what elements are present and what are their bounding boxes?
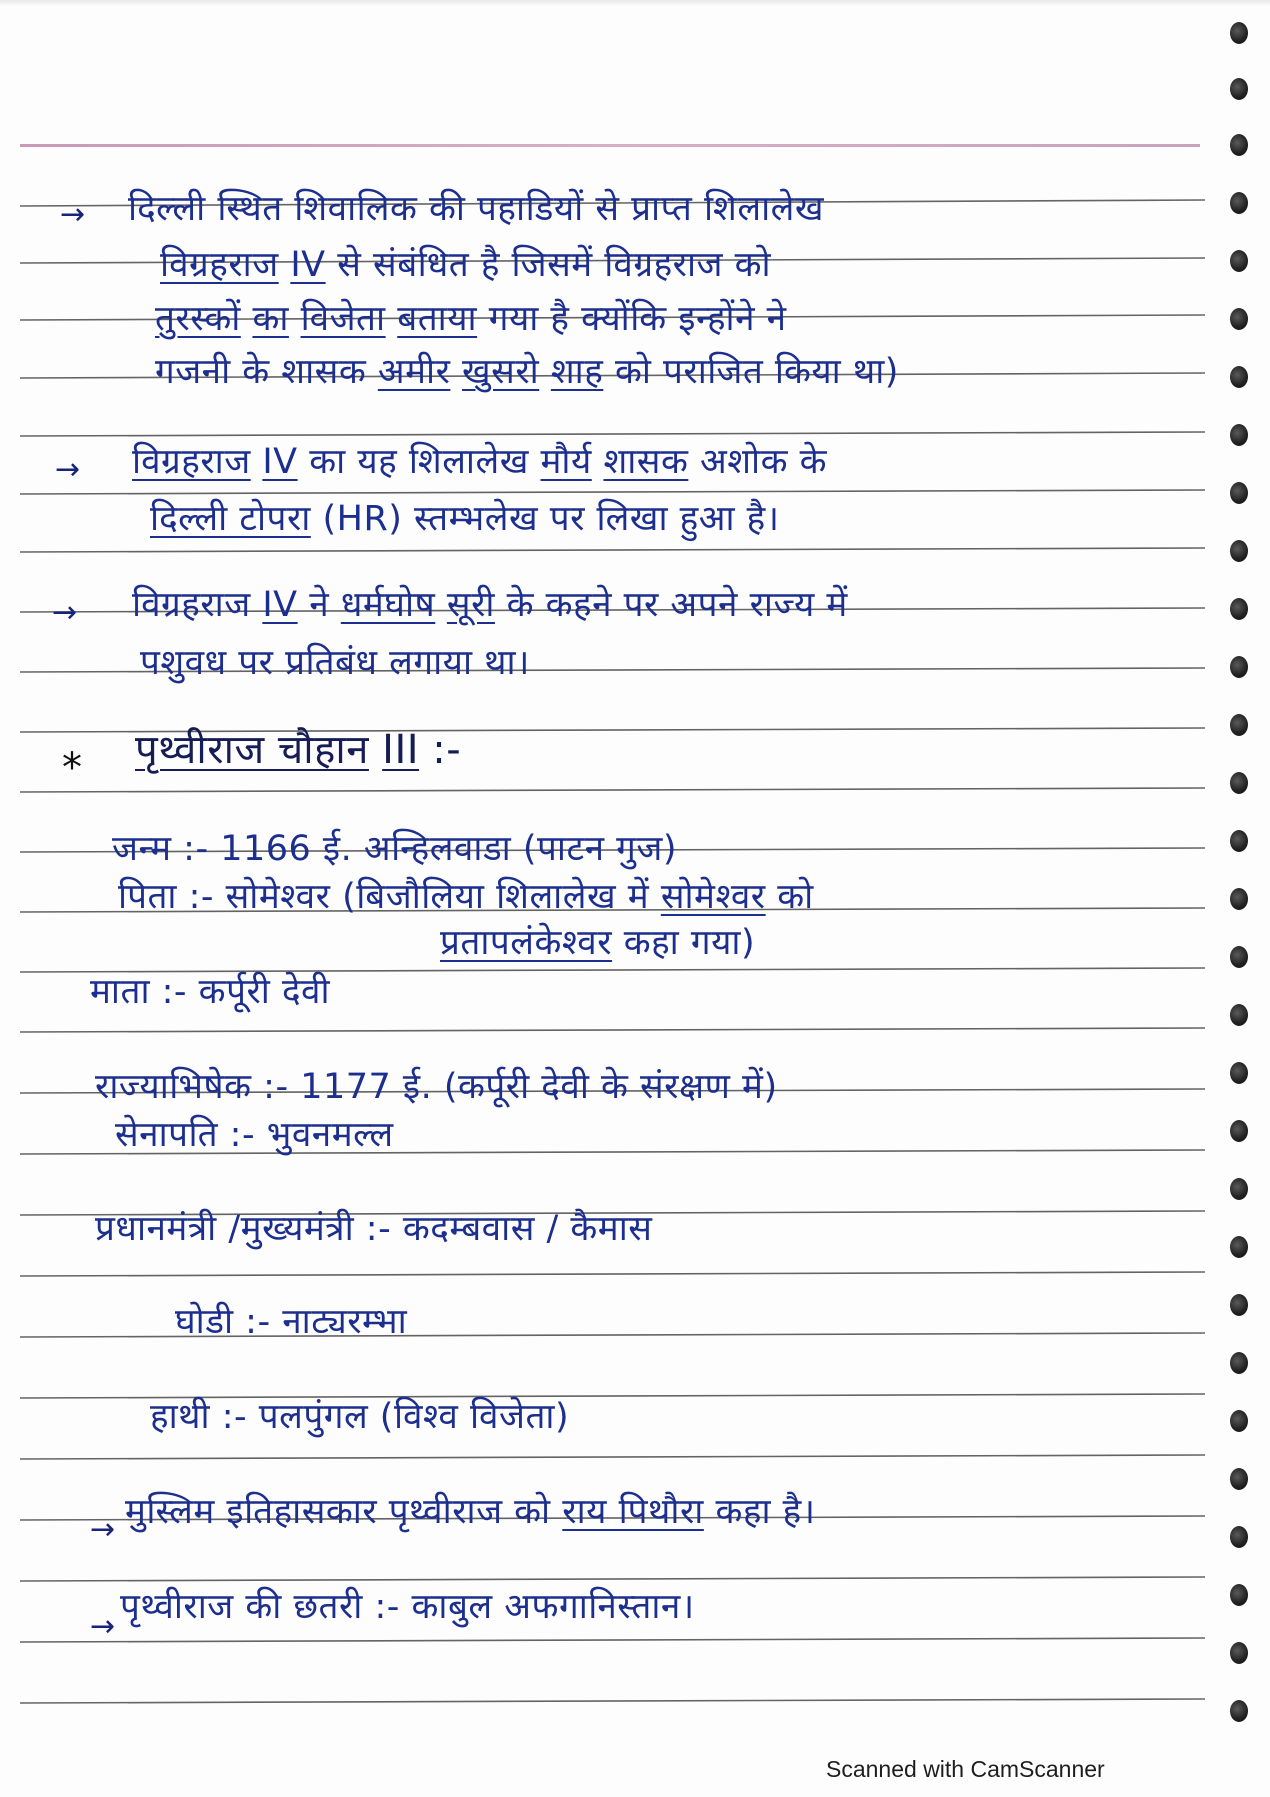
note-text-underlined: विजेता [300, 299, 386, 339]
note-text-underlined: शासक [603, 442, 689, 482]
binding-hole [1230, 656, 1248, 678]
spiral-binding [1220, 0, 1270, 1797]
binding-hole [1230, 424, 1248, 446]
binding-hole [1230, 1700, 1248, 1722]
binding-hole [1230, 540, 1248, 562]
bullet-arrow-icon: → [90, 1512, 116, 1547]
binding-hole [1230, 1062, 1248, 1084]
binding-hole [1230, 598, 1248, 620]
detail-line-mata [90, 972, 331, 1012]
section-heading [135, 727, 462, 773]
note-text: प्रधानमंत्री /मुख्यमंत्री :- कदम्बवास / कैमास [95, 1209, 653, 1249]
roman-numeral: IV [290, 245, 326, 285]
note-text: पृथ्वीराज की छतरी :- काबुल अफगानिस्तान। [120, 1587, 695, 1627]
note-line [155, 299, 787, 339]
note-text-underlined: विग्रहराज [132, 442, 251, 482]
note-text-underlined: धर्मघोष [340, 585, 436, 625]
detail-line-ghodi [175, 1302, 408, 1342]
binding-hole [1230, 1236, 1248, 1258]
binding-hole [1230, 1294, 1248, 1316]
note-text: कहा गया) [623, 923, 756, 963]
note-line [140, 643, 530, 683]
binding-hole [1230, 308, 1248, 330]
binding-hole [1230, 830, 1248, 852]
note-line [128, 189, 824, 229]
binding-hole [1230, 78, 1248, 100]
note-line [155, 352, 899, 392]
binding-hole [1230, 1468, 1248, 1490]
binding-hole [1230, 366, 1248, 388]
note-text: गजनी के शासक [155, 352, 367, 392]
note-text-underlined: मौर्य [540, 442, 592, 482]
binding-hole [1230, 250, 1248, 272]
note-text: विग्रहराज [132, 585, 251, 625]
detail-line-hathi [150, 1397, 570, 1437]
binding-hole [1230, 134, 1248, 156]
heading-numeral: III [382, 727, 420, 773]
note-text: दिल्ली स्थित शिवालिक की पहाडियों से प्राप्त शिलालेख [128, 189, 824, 229]
note-text-underlined: सोमेश्वर [660, 877, 766, 917]
note-text: पशुवध पर प्रतिबंध लगाया था। [140, 643, 530, 683]
note-line [132, 585, 848, 625]
binding-hole [1230, 1120, 1248, 1142]
note-text: माता :- कर्पूरी देवी [90, 972, 331, 1012]
note-text: जन्म :- 1166 ई. अन्हिलवाडा (पाटन गुज) [112, 829, 677, 869]
note-line [150, 499, 780, 539]
heading-star: * [62, 745, 83, 791]
binding-hole [1230, 192, 1248, 214]
detail-line-janm [112, 829, 677, 869]
detail-line-pita-cont [440, 923, 756, 963]
roman-numeral: IV [262, 442, 298, 482]
binding-hole [1230, 1584, 1248, 1606]
binding-hole [1230, 1004, 1248, 1026]
note-text: का यह शिलालेख [309, 442, 529, 482]
heading-text: पृथ्वीराज चौहान [135, 727, 369, 773]
heading-suffix: :- [432, 727, 462, 773]
note-text: घोडी :- नाट्यरम्भा [175, 1302, 408, 1342]
note-text: के कहने पर अपने राज्य में [506, 585, 848, 625]
note-text: ने [309, 585, 330, 625]
note-text-underlined: का [252, 299, 289, 339]
note-text: से संबंधित है जिसमें विग्रहराज को [337, 245, 772, 285]
note-line [132, 442, 827, 482]
note-text: (HR) स्तम्भलेख पर लिखा हुआ है। [322, 499, 780, 539]
bullet-arrow-icon: → [55, 452, 81, 487]
note-text-underlined: बताया [397, 299, 478, 339]
note-line [120, 1587, 695, 1627]
note-text-underlined: राय पिथौरा [562, 1492, 704, 1532]
note-text: मुस्लिम इतिहासकार पृथ्वीराज को [125, 1492, 551, 1532]
binding-hole [1230, 888, 1248, 910]
bullet-arrow-icon: → [90, 1609, 116, 1644]
binding-hole [1230, 1526, 1248, 1548]
binding-hole [1230, 772, 1248, 794]
camscanner-watermark: Scanned with CamScanner [826, 1756, 1105, 1782]
note-text-underlined: सूरी [446, 585, 495, 625]
note-text: को पराजित किया था) [614, 352, 899, 392]
note-text: गया है क्योंकि इन्होंने ने [488, 299, 787, 339]
bullet-arrow-icon: → [60, 197, 86, 232]
detail-line-rajyabhishek [95, 1067, 778, 1107]
binding-hole [1230, 22, 1248, 44]
note-text: पिता :- सोमेश्वर (बिजौलिया शिलालेख में [118, 877, 650, 917]
detail-line-pradhanmantri [95, 1209, 653, 1249]
note-line [160, 245, 772, 285]
binding-hole [1230, 946, 1248, 968]
roman-numeral: IV [262, 585, 298, 625]
binding-hole [1230, 1178, 1248, 1200]
binding-hole [1230, 482, 1248, 504]
binding-hole [1230, 1352, 1248, 1374]
note-text-underlined: तुरस्कों [155, 299, 241, 339]
note-line [125, 1492, 816, 1532]
note-text: को [777, 877, 814, 917]
note-text: अशोक के [699, 442, 827, 482]
note-text: हाथी :- पलपुंगल (विश्व विजेता) [150, 1397, 570, 1437]
note-text-underlined: प्रतापलंकेश्वर [440, 923, 613, 963]
detail-line-senapati [115, 1115, 394, 1155]
binding-hole [1230, 1642, 1248, 1664]
bullet-arrow-icon: → [52, 595, 78, 630]
detail-line-pita [118, 877, 814, 917]
note-text-underlined: अमीर [377, 352, 451, 392]
note-text-underlined: दिल्ली टोपरा [150, 499, 311, 539]
note-text-underlined: खुसरो [462, 352, 540, 392]
binding-hole [1230, 714, 1248, 736]
note-text: कहा है। [715, 1492, 816, 1532]
note-text-underlined: विग्रहराज [160, 245, 279, 285]
top-margin-line [20, 144, 1200, 147]
binding-hole [1230, 1410, 1248, 1432]
note-text-underlined: शाह [550, 352, 604, 392]
note-text: राज्याभिषेक :- 1177 ई. (कर्पूरी देवी के संरक्षण में) [95, 1067, 778, 1107]
note-text: सेनापति :- भुवनमल्ल [115, 1115, 394, 1155]
